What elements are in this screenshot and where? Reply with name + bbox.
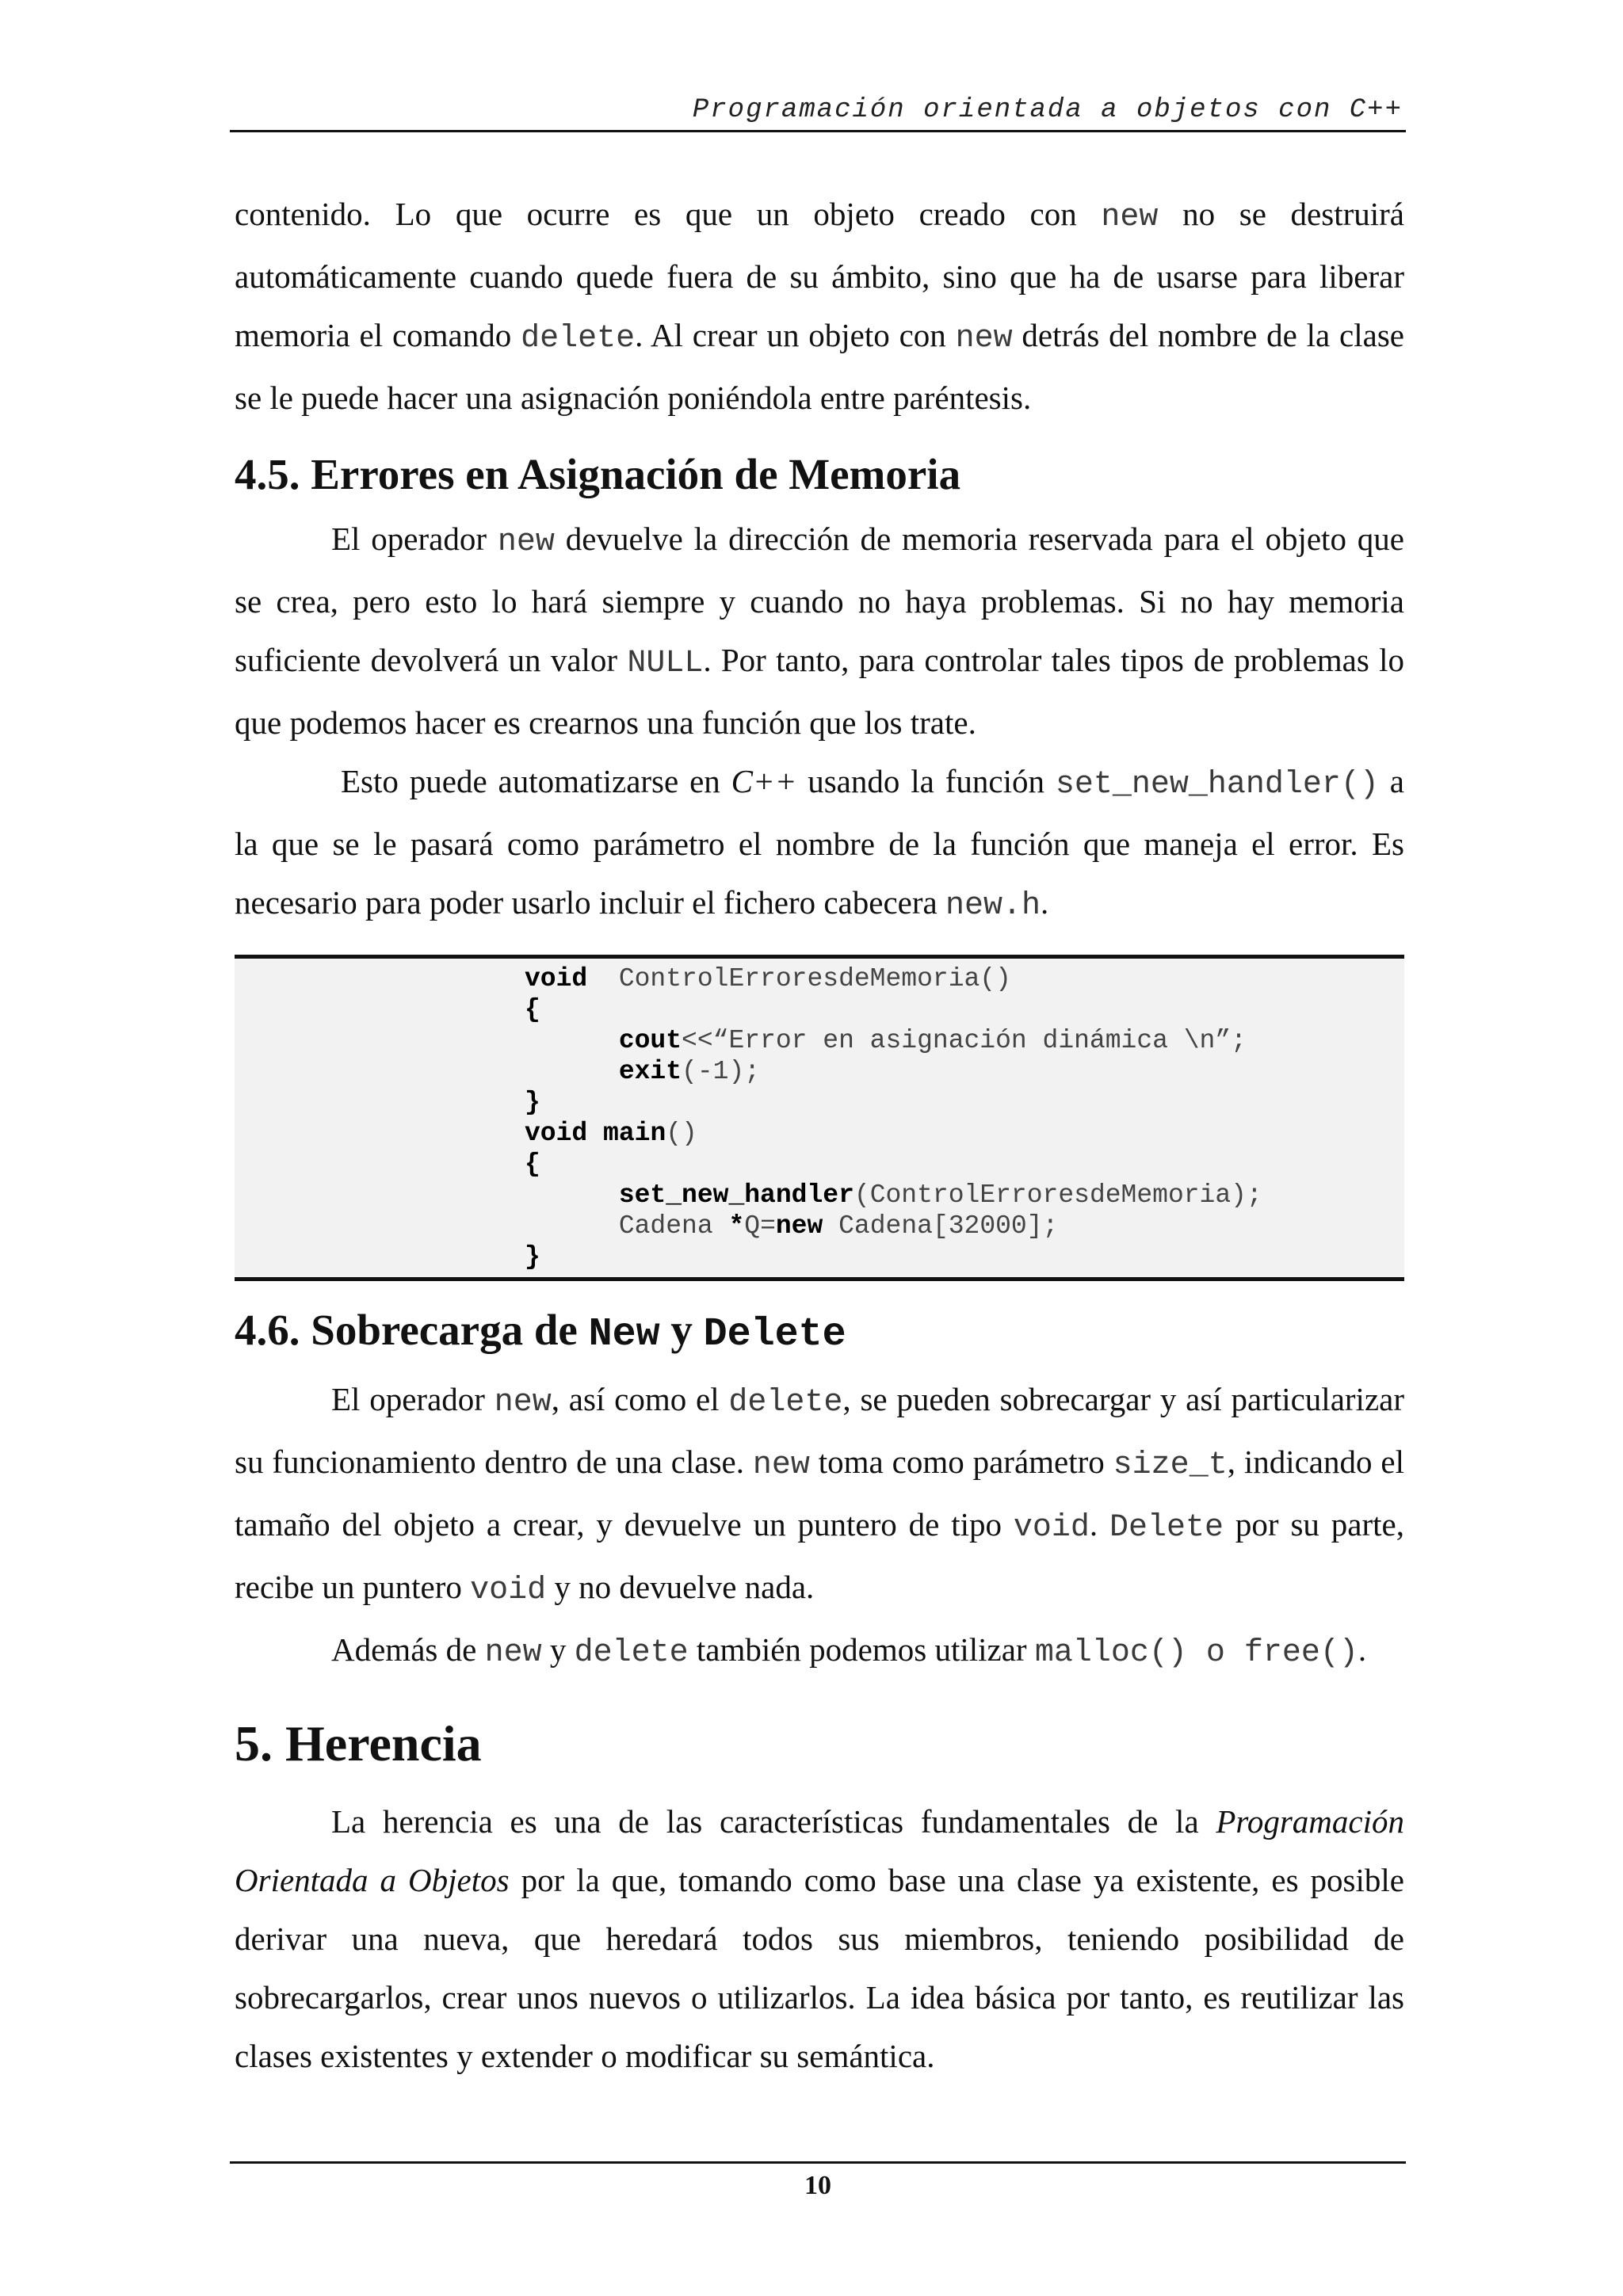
code-text: ControlErroresdeMemoria() (587, 964, 1011, 994)
text-run: El operador (331, 521, 498, 557)
text-run: , se pueden sobrecargar y así particularizar su funcionamiento dentro de una clase. (235, 1381, 1404, 1480)
paragraph-4-6-1 (235, 1370, 1404, 1620)
code-term: new (494, 1385, 552, 1421)
text-run: también podemos utilizar (688, 1631, 1035, 1668)
code-brace: } (525, 1242, 540, 1272)
code-term: new (1101, 200, 1159, 235)
text-run: a la que se le pasará como parámetro el nombre de la función que maneja el error. Es necesario para poder usarlo incluir el fichero cabecera (235, 763, 1404, 921)
text-run: Esto puede automatizarse en (341, 763, 731, 799)
heading-text: y (659, 1306, 704, 1354)
code-term: void (1013, 1510, 1090, 1546)
section-heading-4-6 (235, 1299, 1404, 1367)
code-listing (235, 955, 1404, 1281)
paragraph-5-1 (235, 1792, 1404, 2085)
text-run: detrás del nombre de la clase se le puede hacer una asignación poniéndola entre paréntesis. (235, 317, 1404, 416)
paragraph-4-6-2 (235, 1620, 1404, 1683)
code-text: (-1); (682, 1057, 761, 1086)
code-term: size_t (1113, 1447, 1228, 1483)
text-run: por su parte, recibe un puntero (235, 1506, 1404, 1605)
text-run: . Al crear un objeto con (635, 317, 956, 353)
code-term: delete (521, 321, 636, 357)
code-term: new.h (945, 888, 1041, 924)
code-keyword: main (603, 1119, 666, 1148)
text-run: toma como parámetro (809, 1444, 1113, 1480)
text-run: usando la función (796, 763, 1056, 799)
code-text: (ControlErroresdeMemoria); (854, 1180, 1262, 1210)
text-run: . (1089, 1506, 1110, 1543)
section-heading-4-5: 4.5. Errores en Asignación de Memoria (235, 450, 961, 498)
chapter-heading-5: 5. Herencia (235, 1715, 482, 1772)
heading-code-term: Delete (703, 1312, 846, 1357)
text-run: . (1040, 884, 1049, 921)
code-term: new (955, 321, 1013, 357)
code-text: Q= (744, 1211, 776, 1241)
code-keyword: exit (618, 1057, 682, 1086)
code-keyword: * (728, 1211, 745, 1241)
code-keyword: new (775, 1211, 823, 1241)
italic-term: C++ (731, 763, 797, 799)
italic-term: Programación Orientada a Objetos (235, 1803, 1404, 1898)
code-brace: { (525, 995, 540, 1024)
header-rule (230, 130, 1406, 132)
text-run: devuelve la dirección de memoria reservada para el objeto que se crea, pero esto lo hará siempre y cuando no haya problemas. Si no hay memoria suficiente devolverá un valor (235, 521, 1405, 678)
code-term: delete (728, 1385, 843, 1421)
code-term: new (752, 1447, 810, 1483)
intro-paragraph (235, 185, 1404, 427)
code-term: NULL (627, 646, 704, 681)
code-term: void (470, 1573, 547, 1608)
code-text: () (666, 1119, 697, 1148)
text-run: . (1358, 1631, 1367, 1668)
code-term: Delete (1109, 1510, 1224, 1546)
footer-rule (230, 2161, 1406, 2164)
code-term: set_new_handler() (1055, 767, 1379, 803)
text-run: por la que, tomando como base una clase ya existente, es posible derivar una nueva, que heredará todos sus miembros, teniendo posibilidad de sobrecargarlos, crear unos nuevos o utilizarlos. La idea básica por tanto, es reutilizar las clases existentes y extender o modificar su semántica. (235, 1862, 1404, 2074)
code-brace: { (525, 1150, 540, 1179)
paragraph-4-5-2 (235, 752, 1404, 936)
code-term: new (484, 1635, 542, 1671)
text-run: , indicando el tamaño del objeto a crear, y devuelve un puntero de tipo (235, 1444, 1404, 1543)
code-block (525, 963, 1404, 1272)
code-brace: } (525, 1088, 540, 1117)
text-run: , así como el (551, 1381, 729, 1417)
text-run: y (541, 1631, 575, 1668)
code-text: Cadena[32000]; (823, 1211, 1059, 1241)
text-run: . Por tanto, para controlar tales tipos de problemas lo que podemos hacer es crearnos una función que los trate. (235, 642, 1404, 741)
heading-code-term: New (588, 1312, 660, 1357)
code-term: malloc() o free() (1034, 1635, 1358, 1671)
page-number: 10 (804, 2171, 831, 2200)
paragraph-4-5-1 (235, 509, 1404, 752)
code-text: <<“Error en asignación dinámica \n”; (682, 1026, 1247, 1055)
running-header: Programación orientada a objetos con C++ (692, 95, 1403, 125)
text-run: y no devuelve nada. (546, 1569, 815, 1605)
code-keyword: void (525, 964, 588, 994)
code-keyword: set_new_handler (618, 1180, 854, 1210)
text-run: El operador (331, 1381, 495, 1417)
text-run: contenido. Lo que ocurre es que un objeto creado con (235, 196, 1102, 232)
page-content (235, 185, 1404, 2085)
code-term: new (497, 524, 555, 560)
code-keyword: void (525, 1119, 588, 1148)
text-run: La herencia es una de las características fundamentales de la (331, 1803, 1216, 1840)
text-run: no se destruirá automáticamente cuando quede fuera de su ámbito, sino que ha de usarse para liberar memoria el comando (235, 196, 1404, 353)
code-keyword: cout (618, 1026, 682, 1055)
code-text: Cadena (618, 1211, 729, 1241)
heading-text: 4.6. Sobrecarga de (235, 1306, 589, 1354)
text-run: Además de (331, 1631, 485, 1668)
code-term: delete (574, 1635, 689, 1671)
